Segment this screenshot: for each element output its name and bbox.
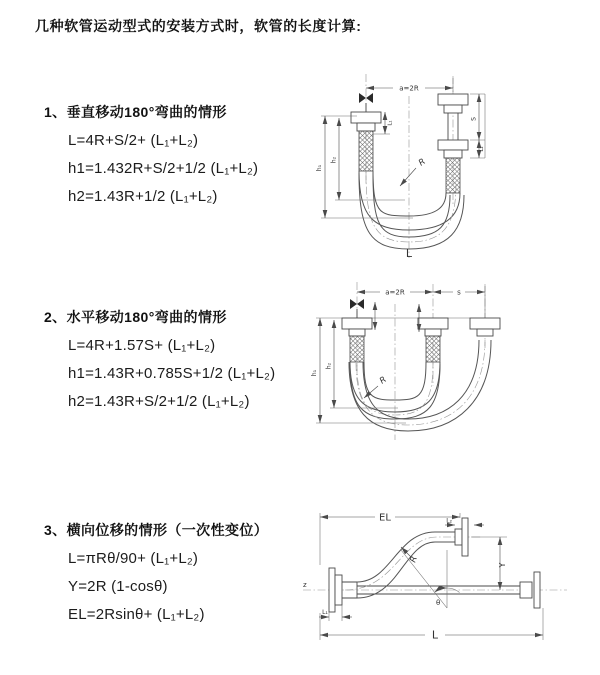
- formula-line: h2=1.43R+1/2 (L₁+L₂): [68, 188, 218, 205]
- braided-hose-section: [350, 336, 364, 362]
- dimension-l1: [319, 605, 352, 621]
- radius-callout: [364, 375, 389, 398]
- dim-label-h1: h₁: [316, 164, 323, 172]
- section-vertical-movement: [44, 103, 258, 206]
- dimension-a-2r: [357, 286, 485, 318]
- dim-label-a2r: a=2R: [399, 84, 419, 93]
- formula-line: EL=2Rsinθ+ (L₁+L₂): [68, 606, 205, 623]
- dim-label-h2: h₂: [325, 362, 333, 370]
- left-fitting: [351, 112, 381, 171]
- formula-line: h1=1.43R+0.785S+1/2 (L₁+L₂): [68, 365, 276, 382]
- dim-label-l2: L₂: [479, 146, 485, 152]
- dim-label-a2r: a=2R: [385, 288, 405, 297]
- dim-label-h1: h₁: [311, 369, 318, 377]
- section-1-heading: 1、垂直移动180°弯曲的情形: [44, 104, 227, 120]
- section-3-heading: 3、横向位移的情形（一次性变位）: [44, 522, 269, 538]
- dimension-el: [320, 513, 460, 566]
- dim-label-s: S: [470, 117, 478, 121]
- section-horizontal-movement: [44, 308, 275, 411]
- axis-mark: z: [303, 581, 307, 589]
- formula-line: Y=2R (1-cosθ): [68, 578, 168, 595]
- section-lateral-displacement: [44, 521, 268, 624]
- braided-hose-section: [426, 336, 440, 362]
- dim-label-s: s: [457, 288, 461, 297]
- dim-label-l: L: [431, 628, 439, 642]
- dimension-l: [320, 608, 543, 642]
- dim-label-y: Y: [498, 562, 507, 568]
- left-fitting: [342, 318, 372, 362]
- right-fitting: [470, 318, 500, 336]
- radius-label: R: [408, 555, 420, 565]
- angle-label: θ: [436, 599, 441, 607]
- hose-u-bend: [349, 340, 491, 431]
- length-label: L: [405, 247, 413, 260]
- right-fitting-lower: [438, 140, 468, 193]
- braided-hose-section: [446, 158, 460, 193]
- middle-fitting: [418, 318, 448, 362]
- formula-line: L=4R+S/2+ (L₁+L₂): [68, 132, 199, 149]
- formula-line: L=4R+1.57S+ (L₁+L₂): [68, 337, 216, 354]
- section-2-heading: 2、水平移动180°弯曲的情形: [44, 309, 227, 325]
- dimension-s: [470, 94, 485, 158]
- diagram-vertical-180-bend: [313, 68, 588, 263]
- formula-line: L=πRθ/90+ (L₁+L₂): [68, 550, 199, 567]
- dim-label-l1: L₁: [322, 609, 328, 616]
- page-title: 几种软管运动型式的安装方式时，软管的长度计算:: [35, 18, 362, 34]
- dimension-a-2r: [366, 78, 453, 93]
- dim-label-l2: L₂: [446, 517, 452, 525]
- diagram-horizontal-180-bend: [308, 278, 593, 448]
- dim-label-el: EL: [379, 512, 391, 524]
- dim-label-h2: h₂: [330, 156, 338, 164]
- formula-line: h2=1.43R+S/2+1/2 (L₁+L₂): [68, 393, 250, 410]
- dimension-y: [471, 537, 507, 590]
- tick-dimensions: [375, 302, 419, 332]
- dim-label-l1: L₁: [387, 120, 394, 126]
- formula-line: h1=1.432R+S/2+1/2 (L₁+L₂): [68, 160, 259, 177]
- braided-hose-section: [359, 131, 373, 171]
- radius-label: R: [377, 374, 389, 387]
- radius-callout: [400, 157, 428, 186]
- diagram-lateral-displacement: [295, 505, 595, 650]
- centerlines: [316, 282, 485, 440]
- radius-label: R: [416, 156, 428, 169]
